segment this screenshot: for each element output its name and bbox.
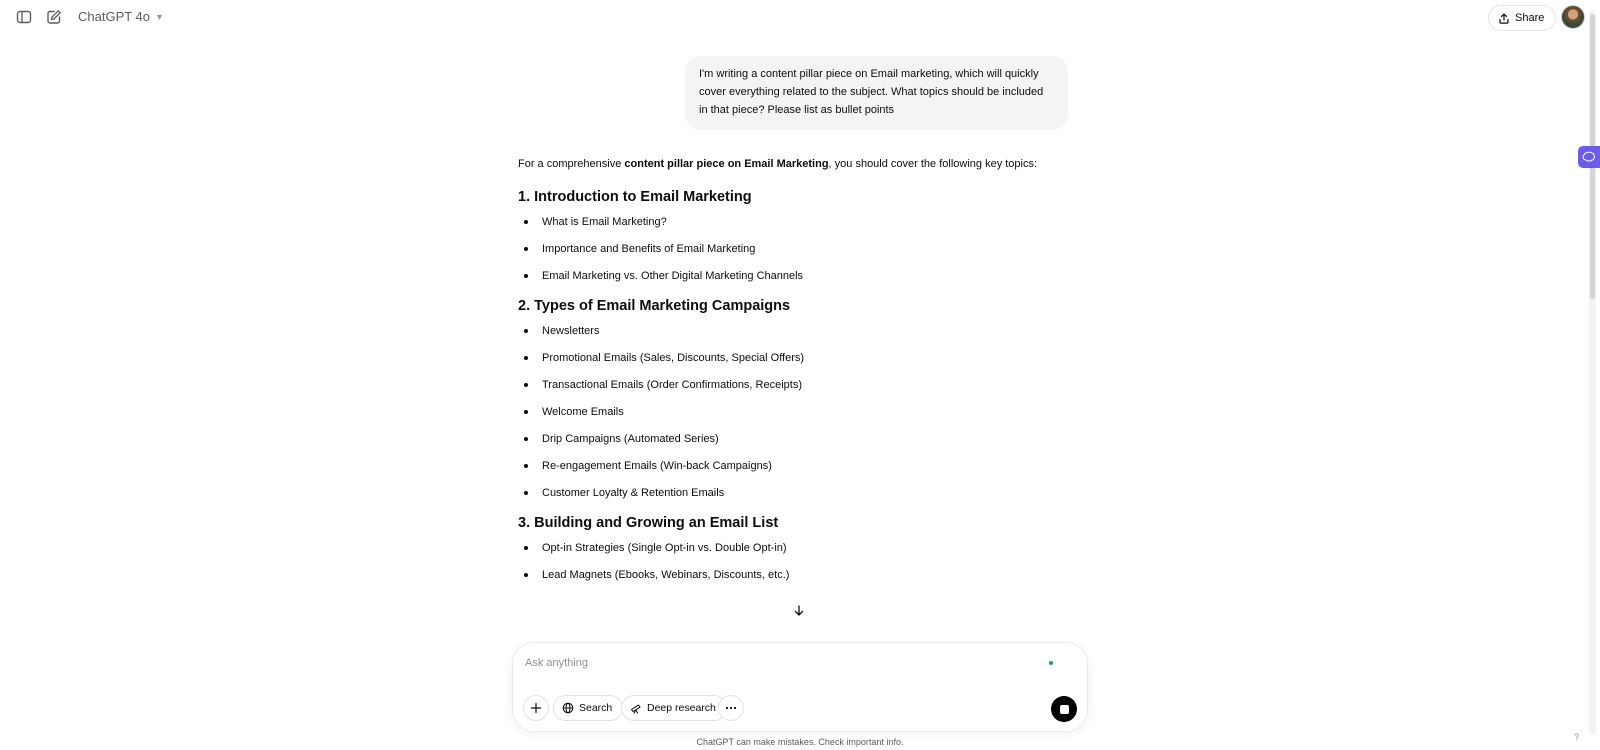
intro-prefix: For a comprehensive (518, 158, 625, 170)
list-item: Promotional Emails (Sales, Discounts, Special Offers) (518, 350, 1088, 366)
stop-generating-button[interactable] (1051, 696, 1077, 722)
deep-research-label: Deep research (647, 702, 716, 714)
model-name: ChatGPT 4o (78, 9, 151, 24)
telescope-icon (630, 702, 642, 714)
list-item: Customer Loyalty & Retention Emails (518, 485, 1088, 501)
list-item: Email Marketing vs. Other Digital Marketing Channels (518, 268, 1088, 284)
top-bar (0, 0, 1600, 34)
list-item: What is Email Marketing? (518, 214, 1088, 230)
brain-icon (1582, 150, 1596, 164)
attach-button[interactable] (523, 695, 549, 721)
list-item: Re-engagement Emails (Win-back Campaigns) (518, 458, 1088, 474)
share-button[interactable] (1488, 5, 1556, 31)
edit-icon (46, 9, 62, 25)
section-heading: 3. Building and Growing an Email List (518, 515, 779, 531)
plus-icon (530, 702, 542, 714)
deep-research-button[interactable] (621, 695, 727, 721)
disclaimer: ChatGPT can make mistakes. Check important info. (696, 737, 904, 747)
status-dot (1049, 661, 1053, 665)
new-chat-button[interactable] (41, 4, 67, 30)
list-item: Newsletters (518, 323, 1088, 339)
intro-bold: content pillar piece on Email Marketing (624, 158, 829, 170)
bullet-list (518, 323, 1088, 501)
sidebar-toggle-icon (16, 9, 32, 25)
upload-icon (1499, 13, 1509, 24)
scroll-to-bottom-button[interactable] (794, 605, 804, 620)
search-button[interactable] (553, 695, 623, 721)
chevron-down-icon: ▼ (155, 11, 164, 22)
assistant-intro (518, 154, 1088, 175)
list-item: Importance and Benefits of Email Marketing (518, 241, 1088, 257)
model-selector[interactable] (78, 9, 164, 24)
search-label: Search (579, 702, 613, 714)
bullet-list (518, 214, 1088, 284)
assistant-message (518, 154, 1088, 594)
intro-suffix: , you should cover the following key topics: (828, 158, 1038, 170)
list-item: Lead Magnets (Ebooks, Webinars, Discounts, etc.) (518, 567, 1088, 583)
section-heading: 2. Types of Email Marketing Campaigns (518, 298, 791, 314)
list-item: Opt-in Strategies (Single Opt-in vs. Double Opt-in) (518, 540, 1088, 556)
more-tools-button[interactable] (718, 695, 744, 721)
composer (512, 642, 1088, 732)
avatar[interactable] (1561, 5, 1585, 29)
section-heading: 1. Introduction to Email Marketing (518, 189, 752, 205)
list-item: Welcome Emails (518, 404, 1088, 420)
user-message-bubble: I'm writing a content pillar piece on Email marketing, which will quickly cover everything related to the subject. What topics should be included in that piece? Please list as bullet points (685, 56, 1068, 130)
arrow-down-icon (794, 605, 804, 617)
prompt-input[interactable] (525, 653, 1025, 673)
help-button[interactable]: ? (1574, 732, 1580, 742)
ellipsis-icon (725, 706, 737, 710)
share-label: Share (1515, 12, 1545, 24)
list-item: Drip Campaigns (Automated Series) (518, 431, 1088, 447)
globe-icon (562, 702, 574, 714)
bullet-list (518, 540, 1088, 583)
extension-widget[interactable] (1578, 146, 1600, 168)
stop-icon (1060, 705, 1069, 714)
sidebar-toggle-button[interactable] (11, 4, 37, 30)
list-item: Transactional Emails (Order Confirmations, Receipts) (518, 377, 1088, 393)
